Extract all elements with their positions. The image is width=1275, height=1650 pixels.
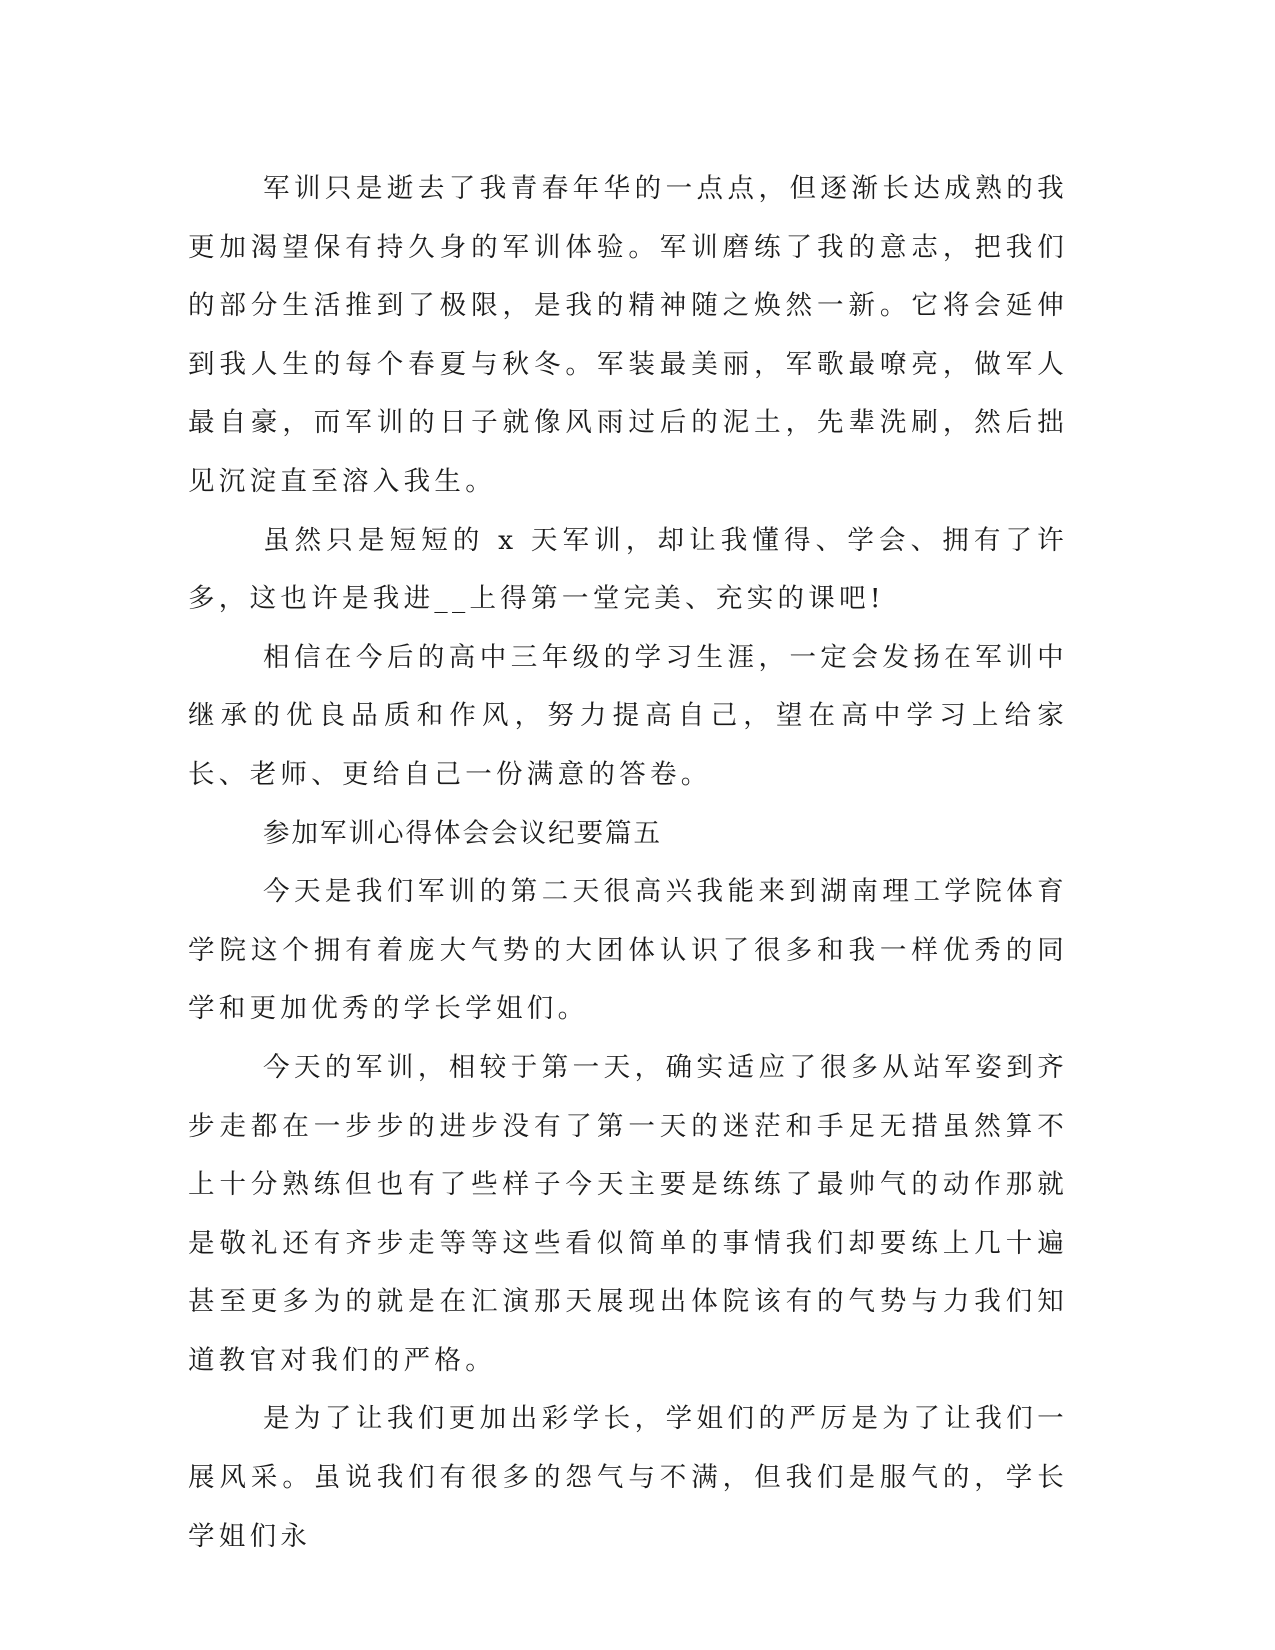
document-body <box>188 160 1068 1566</box>
paragraph-short-training: 虽然只是短短的 x 天军训，却让我懂得、学会、拥有了许多，这也许是我进__上得第一堂完美、充实的课吧! <box>188 524 1068 615</box>
paragraph-second-day: 今天是我们军训的第二天很高兴我能来到湖南理工学院体育学院这个拥有着庞大气势的大团体认识了很多和我一样优秀的同学和更加优秀的学长学姐们。 <box>188 876 1068 1025</box>
paragraph-seniors-strictness: 是为了让我们更加出彩学长，学姐们的严厉是为了让我们一展风采。虽说我们有很多的怨气与不满，但我们是服气的，学长学姐们永 <box>188 1403 1068 1552</box>
paragraph-training-progress: 今天的军训，相较于第一天，确实适应了很多从站军姿到齐步走都在一步步的进步没有了第一天的迷茫和手足无措虽然算不上十分熟练但也有了些样子今天主要是练练了最帅气的动作那就是敬礼还有齐步走等等这些看似简单的事情我们却要练上几十遍甚至更多为的就是在汇演那天展现出体院该有的气势与力我们知道教官对我们的严格。 <box>188 1051 1068 1376</box>
paragraph-military-training-memory: 军训只是逝去了我青春年华的一点点，但逐渐长达成熟的我更加渴望保有持久身的军训体验。军训磨练了我的意志，把我们的部分生活推到了极限，是我的精神随之焕然一新。它将会延伸到我人生的每个春夏与秋冬。军装最美丽，军歌最嘹亮，做军人最自豪，而军训的日子就像风雨过后的泥土，先辈洗刷，然后拙见沉淀直至溶入我生。 <box>188 173 1068 497</box>
section-title: 参加军训心得体会会议纪要篇五 <box>263 817 662 849</box>
paragraph-future-study: 相信在今后的高中三年级的学习生涯，一定会发扬在军训中继承的优良品质和作风，努力提高自己，望在高中学习上给家长、老师、更给自己一份满意的答卷。 <box>188 641 1068 790</box>
